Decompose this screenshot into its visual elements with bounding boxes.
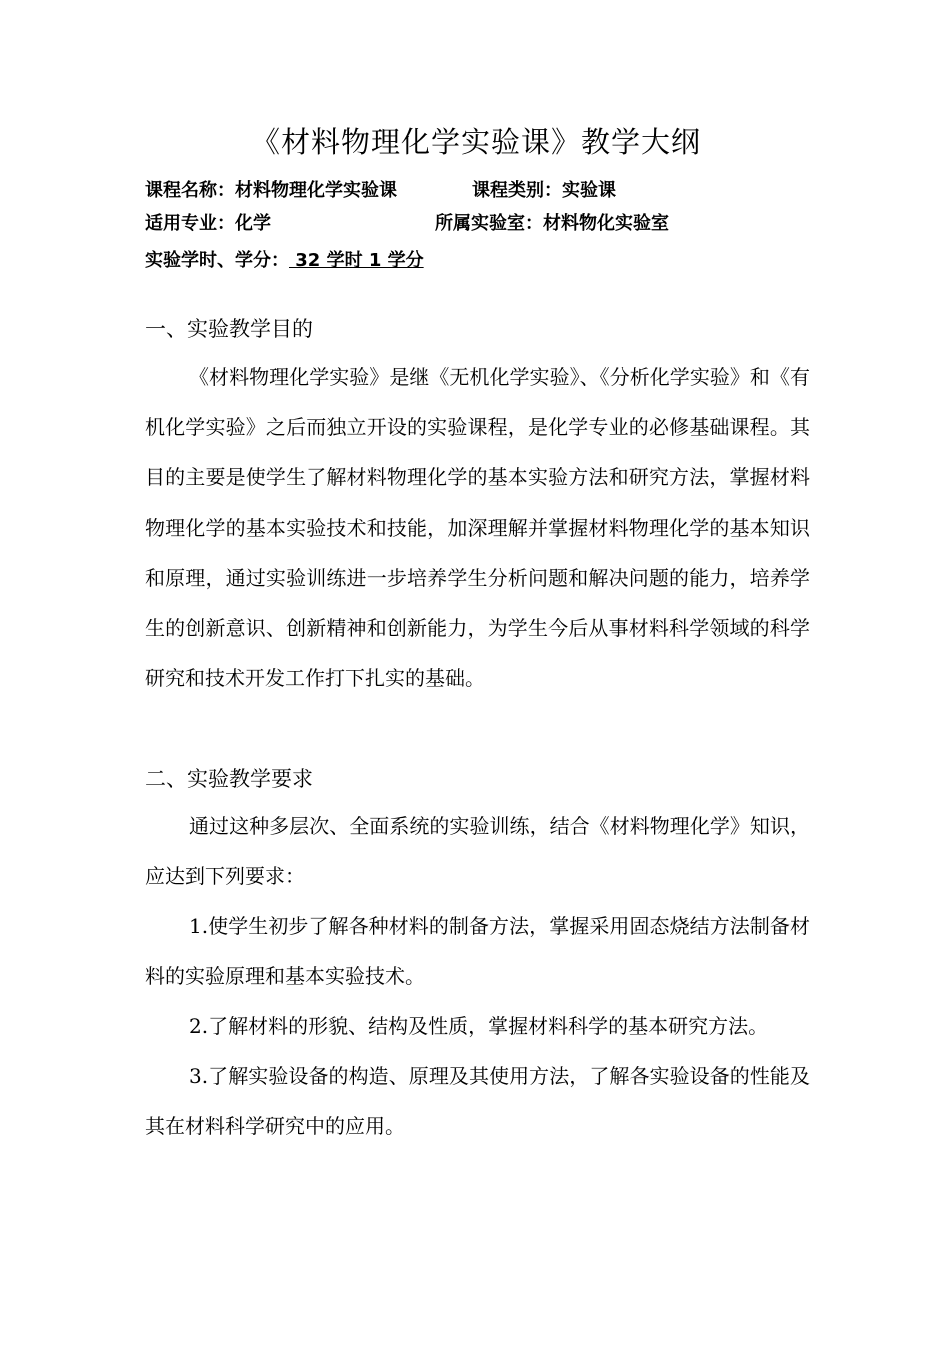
requirement-item-3: 3.了解实验设备的构造、原理及其使用方法，了解各实验设备的性能及其在材料科学研究中的应用。 bbox=[145, 1064, 810, 1139]
section-2-heading: 二、实验教学要求 bbox=[145, 767, 313, 791]
lab-value: 材料物化实验室 bbox=[543, 213, 669, 234]
requirement-item-1: 1.使学生初步了解各种材料的制备方法，掌握采用固态烧结方法制备材料的实验原理和基本实验技术。 bbox=[145, 914, 810, 989]
section-1-heading: 一、实验教学目的 bbox=[145, 317, 313, 341]
hours-label: 实验学时、学分： bbox=[145, 250, 289, 271]
course-type-label: 课程类别： bbox=[472, 180, 562, 201]
meta-row-type bbox=[472, 176, 616, 202]
meta-row-lab bbox=[435, 209, 669, 235]
meta-row-course bbox=[145, 176, 397, 202]
lab-label: 所属实验室： bbox=[435, 213, 543, 234]
section-1-body: 《材料物理化学实验》是继《无机化学实验》、《分析化学实验》和《有机化学实验》之后而独立开设的实验课程，是化学专业的必修基础课程。其目的主要是使学生了解材料物理化学的基本实验方法和研究方法，掌握材料物理化学的基本实验技术和技能，加深理解并掌握材料物理化学的基本知识和原理，通过实验训练进一步培养学生分析问题和解决问题的能力，培养学生的创新意识、创新精神和创新能力，为学生今后从事材料科学领域的科学研究和技术开发工作打下扎实的基础。 bbox=[145, 365, 810, 691]
meta-row-major bbox=[145, 209, 271, 235]
section-2-intro: 通过这种多层次、全面系统的实验训练，结合《材料物理化学》知识，应达到下列要求： bbox=[145, 814, 810, 889]
document-title: 《材料物理化学实验课》教学大纲 bbox=[250, 125, 701, 159]
requirement-item-2: 2.了解材料的形貌、结构及性质，掌握材料科学的基本研究方法。 bbox=[189, 1014, 769, 1038]
course-name-label: 课程名称： bbox=[145, 180, 235, 201]
hours-value: 32 学时 1 学分 bbox=[289, 250, 424, 271]
meta-row-hours bbox=[145, 246, 424, 272]
course-name-value: 材料物理化学实验课 bbox=[235, 180, 397, 201]
major-label: 适用专业： bbox=[145, 213, 235, 234]
course-type-value: 实验课 bbox=[562, 180, 616, 201]
major-value: 化学 bbox=[235, 213, 271, 234]
